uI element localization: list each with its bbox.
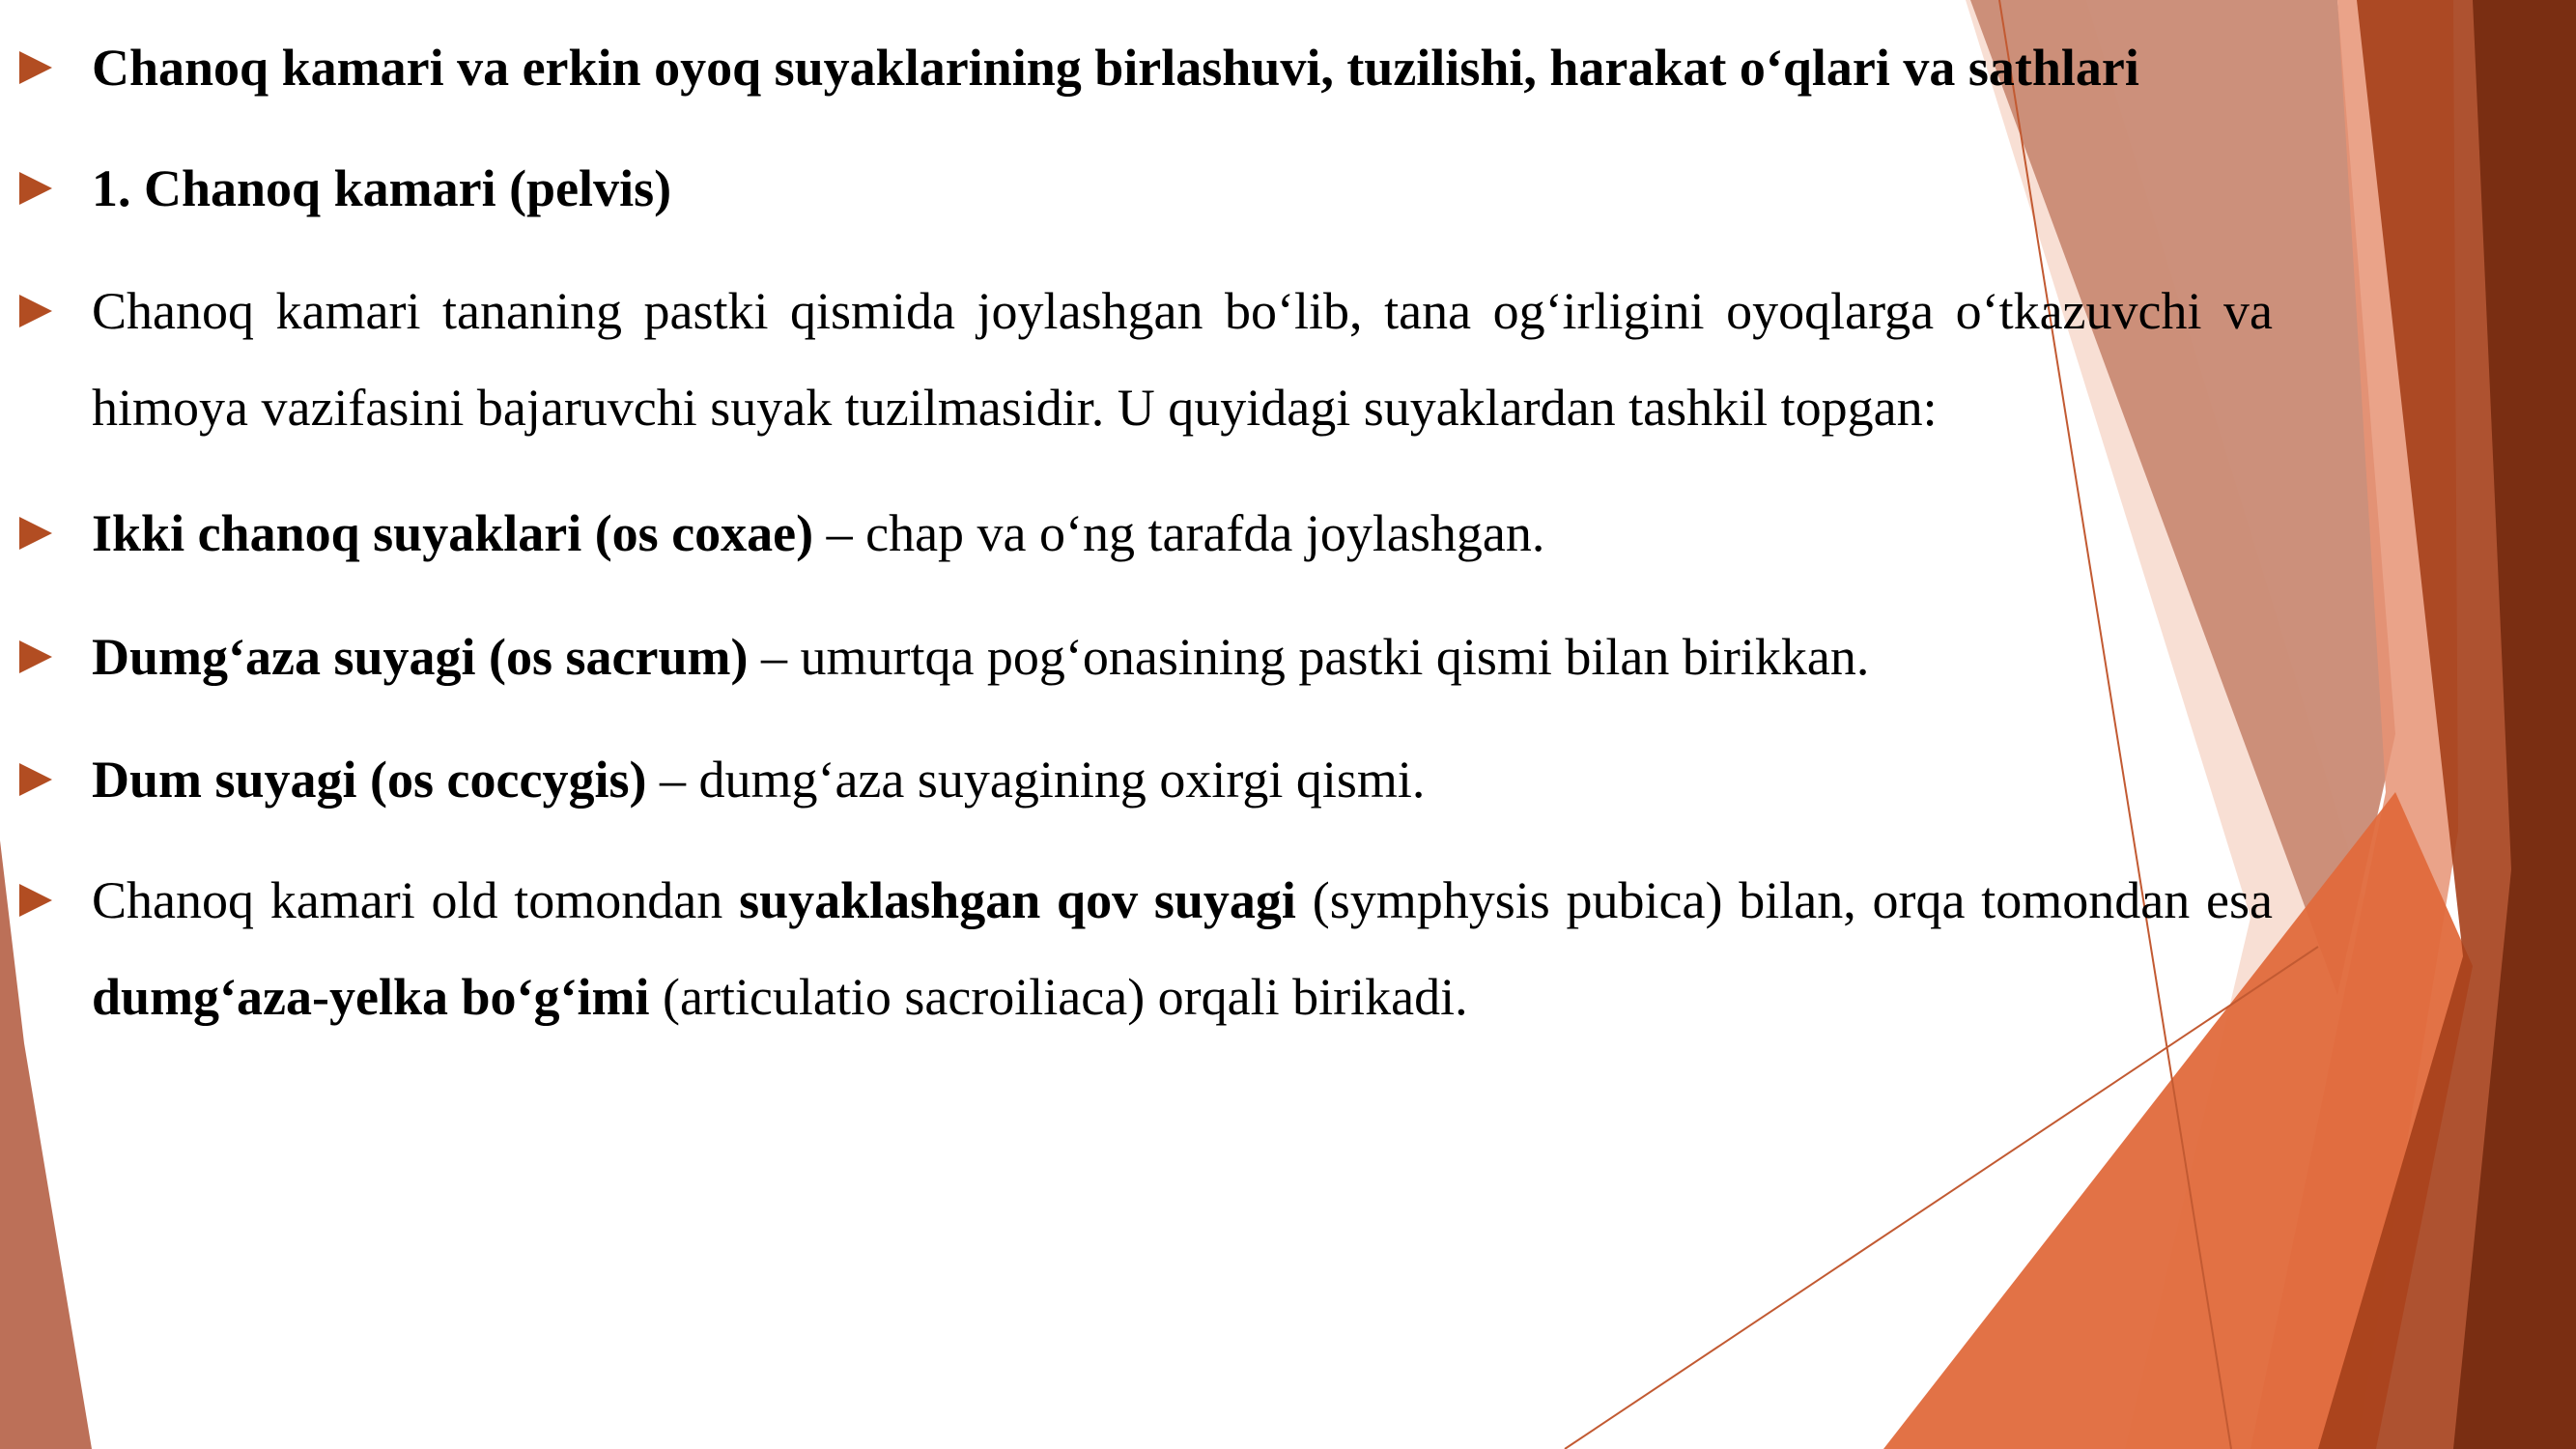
connections-paragraph: [92, 852, 2273, 1045]
text-segment: (symphysis pubica) bilan, orqa tomondan esa: [1295, 871, 2273, 929]
intro-paragraph: Chanoq kamari tananing pastki qismida joylashgan bo‘lib, tana og‘irligini oyoqlarga o‘tkazuvchi va himoya vazifasini bajaruvchi suyak tuzilmasidir. U quyidagi suyaklardan tashkil topgan:: [92, 282, 2273, 437]
triangle-bullet-icon: [19, 640, 52, 673]
triangle-bullet-icon: [19, 51, 52, 84]
text-segment: (articulatio sacroiliaca) orqali birikadi.: [649, 968, 1468, 1026]
term-description: – chap va o‘ng tarafda joylashgan.: [813, 504, 1545, 562]
list-item: [92, 485, 2273, 582]
list-item: [92, 609, 2273, 705]
bold-term: dumg‘aza-yelka bo‘g‘imi: [92, 968, 650, 1026]
triangle-bullet-icon: [19, 517, 52, 550]
slide-heading: Chanoq kamari va erkin oyoq suyaklarining birlashuvi, tuzilishi, harakat o‘qlari va sathlari: [92, 39, 2139, 97]
term-description: – dumg‘aza suyagining oxirgi qismi.: [646, 751, 1426, 809]
bold-term: suyaklashgan qov suyagi: [739, 871, 1296, 929]
term-label: Dum suyagi (os coccygis): [92, 751, 647, 809]
triangle-bullet-icon: [19, 884, 52, 917]
term-description: – umurtqa pog‘onasining pastki qismi bilan birikkan.: [748, 628, 1870, 686]
text-segment: Chanoq kamari old tomondan: [92, 871, 740, 929]
triangle-bullet-icon: [19, 295, 52, 327]
term-label: Ikki chanoq suyaklari (os coxae): [92, 504, 814, 562]
term-label: Dumg‘aza suyagi (os sacrum): [92, 628, 749, 686]
section-heading: 1. Chanoq kamari (pelvis): [92, 159, 672, 217]
list-item: [92, 731, 2273, 828]
triangle-bullet-icon: [19, 172, 52, 205]
triangle-bullet-icon: [19, 763, 52, 796]
